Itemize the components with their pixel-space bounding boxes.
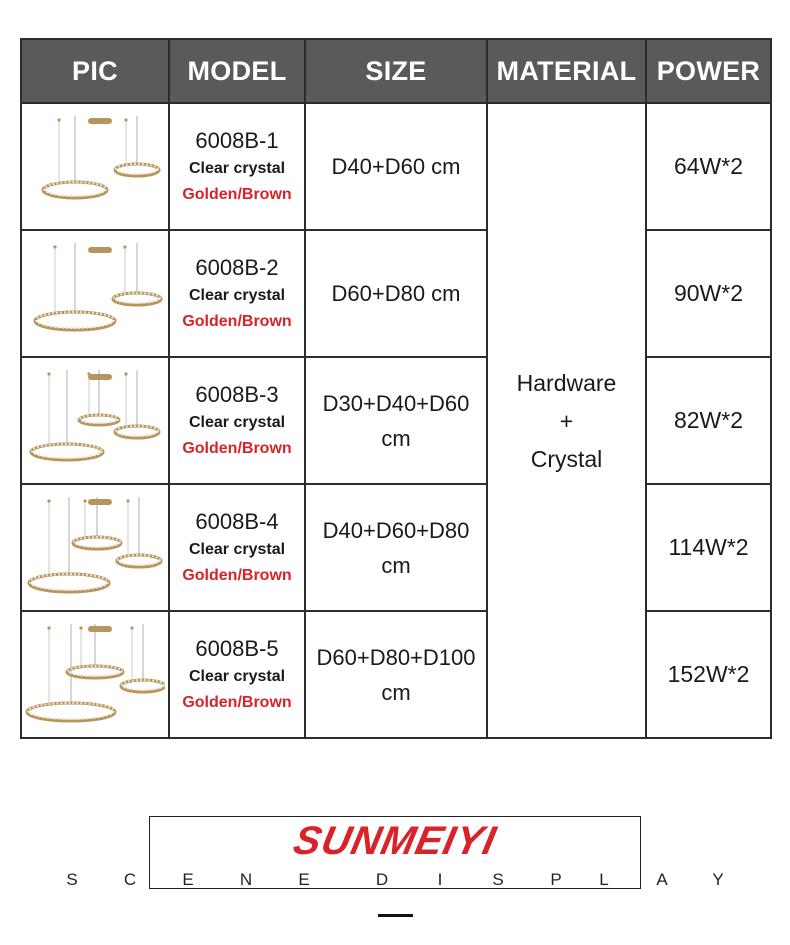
size-value: D40+D60+D80 — [322, 517, 470, 543]
model-cell — [169, 611, 305, 738]
rod-cap — [87, 372, 90, 375]
power-cell: 152W*2 — [646, 611, 771, 738]
size-cell — [305, 103, 487, 230]
power-cell: 114W*2 — [646, 484, 771, 611]
material-cell — [487, 103, 646, 738]
table-header-row — [21, 39, 771, 103]
model-cell — [169, 230, 305, 357]
table-row — [21, 357, 771, 484]
canopy-shape — [88, 499, 112, 505]
product-image-cell — [21, 230, 169, 357]
size-value: D30+D40+D60 — [322, 390, 470, 416]
tagline-letter: P — [546, 870, 566, 890]
finish-color: Golden/Brown — [182, 566, 292, 584]
finish-color: Golden/Brown — [182, 439, 292, 457]
size-unit: cm — [381, 425, 411, 451]
rod-cap — [123, 245, 126, 248]
tagline-letter: N — [236, 870, 256, 890]
chandelier-image — [25, 366, 165, 476]
material-line: + — [559, 407, 574, 434]
rod-cap — [124, 372, 127, 375]
rod-cap — [124, 118, 127, 121]
canopy-shape — [88, 374, 112, 380]
crystal-ring — [115, 164, 159, 176]
section-divider — [378, 914, 413, 917]
model-code: 6008B-2 — [195, 254, 279, 280]
tagline-letter: C — [120, 870, 140, 890]
brand-logo-box — [149, 816, 641, 889]
rod-cap — [47, 372, 50, 375]
header-power: POWER — [646, 39, 771, 103]
rod-cap — [57, 118, 60, 121]
header-size: SIZE — [305, 39, 487, 103]
crystal-type: Clear crystal — [188, 667, 286, 685]
model-code: 6008B-5 — [195, 635, 279, 661]
tagline-letter: S — [488, 870, 508, 890]
size-cell — [305, 611, 487, 738]
power-cell: 82W*2 — [646, 357, 771, 484]
rod-cap — [126, 499, 129, 502]
finish-color: Golden/Brown — [182, 312, 292, 330]
tagline-letter: Y — [708, 870, 728, 890]
material-line: Crystal — [530, 445, 603, 472]
table-row — [21, 103, 771, 230]
product-image-cell — [21, 611, 169, 738]
crystal-type: Clear crystal — [188, 540, 286, 558]
model-code: 6008B-1 — [195, 127, 279, 153]
finish-color: Golden/Brown — [182, 693, 292, 711]
tagline-letter: S — [62, 870, 82, 890]
model-cell — [169, 357, 305, 484]
tagline-letter: D — [372, 870, 392, 890]
chandelier-image — [25, 239, 165, 349]
chandelier-image — [25, 493, 165, 603]
header-pic: PIC — [21, 39, 169, 103]
model-code: 6008B-4 — [195, 508, 279, 534]
rod-cap — [47, 626, 50, 629]
canopy-shape — [88, 247, 112, 253]
size-unit: cm — [381, 679, 411, 705]
chandelier-image — [25, 620, 165, 730]
crystal-type: Clear crystal — [188, 159, 286, 177]
rod-cap — [47, 499, 50, 502]
header-material: MATERIAL — [487, 39, 646, 103]
crystal-type: Clear crystal — [188, 413, 286, 431]
crystal-ring — [121, 680, 165, 692]
tagline-letter: E — [178, 870, 198, 890]
product-spec-table — [20, 38, 772, 739]
crystal-type: Clear crystal — [188, 286, 286, 304]
size-cell — [305, 484, 487, 611]
product-image-cell — [21, 357, 169, 484]
size-value: D60+D80 cm — [331, 281, 461, 306]
chandelier-image — [25, 112, 165, 222]
crystal-beads — [44, 182, 106, 196]
power-cell: 64W*2 — [646, 103, 771, 230]
model-cell — [169, 103, 305, 230]
model-code: 6008B-3 — [195, 381, 279, 407]
tagline-letter: A — [652, 870, 672, 890]
crystal-ring — [115, 426, 159, 438]
tagline-letter: L — [594, 870, 614, 890]
canopy-shape — [88, 626, 112, 632]
finish-color: Golden/Brown — [182, 185, 292, 203]
crystal-ring — [117, 555, 161, 567]
crystal-beads — [28, 703, 114, 719]
brand-logo: SUNMEIYI — [289, 819, 501, 863]
rod-cap — [79, 626, 82, 629]
size-cell — [305, 230, 487, 357]
rod-cap — [53, 245, 56, 248]
canopy-shape — [88, 118, 112, 124]
product-image-cell — [21, 484, 169, 611]
material-line: Hardware — [516, 369, 617, 396]
power-cell: 90W*2 — [646, 230, 771, 357]
size-value: D40+D60 cm — [331, 154, 461, 179]
tagline-letter: I — [430, 870, 450, 890]
tagline-letter: E — [294, 870, 314, 890]
product-image-cell — [21, 103, 169, 230]
model-cell — [169, 484, 305, 611]
rod-cap — [83, 499, 86, 502]
size-cell — [305, 357, 487, 484]
size-unit: cm — [381, 552, 411, 578]
rod-cap — [130, 626, 133, 629]
table-row — [21, 611, 771, 738]
header-model: MODEL — [169, 39, 305, 103]
table-row — [21, 230, 771, 357]
table-row — [21, 484, 771, 611]
size-value: D60+D80+D100 — [316, 644, 476, 670]
